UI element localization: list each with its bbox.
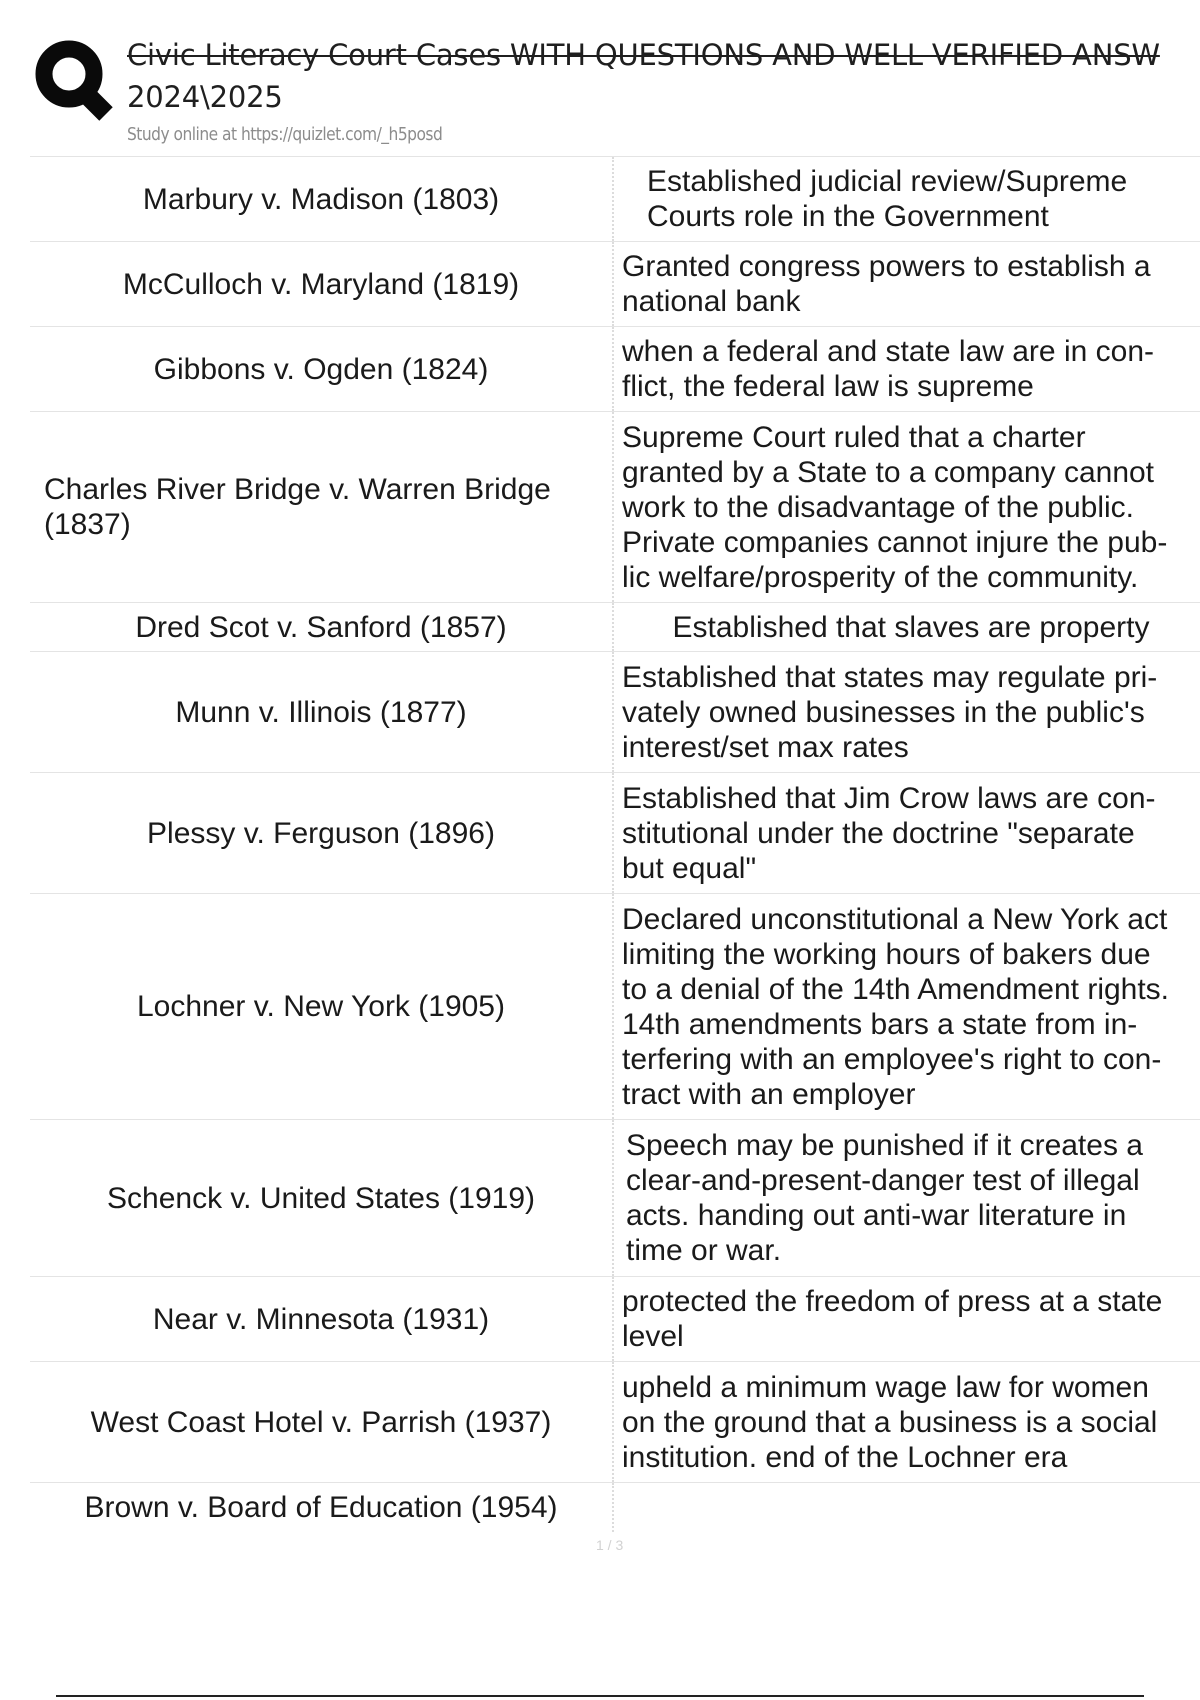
card-definition: Established that Jim Crow laws are con- stitutional under the doctrine "separate but equal" [622, 781, 1156, 885]
card-row [30, 1361, 1200, 1482]
document-header [30, 28, 1200, 152]
document-title: Civic Literacy Court Cases WITH QUESTIONS AND WELL VERIFIED ANSW [127, 38, 1160, 72]
card-definition: Supreme Court ruled that a charter granted by a State to a company cannot work to the disadvantage of the public. Private companies cannot injure the pub- lic welfare/prosperity of the community. [622, 420, 1168, 594]
card-definition: when a federal and state law are in con- flict, the federal law is supreme [622, 335, 1154, 403]
card-definition: Granted congress powers to establish a national bank [622, 250, 1151, 318]
card-term: Marbury v. Madison (1803) [30, 157, 614, 241]
card-term: Charles River Bridge v. Warren Bridge (1837) [30, 412, 614, 602]
card-row [30, 241, 1200, 326]
card-row [30, 1276, 1200, 1361]
card-term: Dred Scot v. Sanford (1857) [30, 603, 614, 651]
card-row [30, 326, 1200, 411]
card-term: Munn v. Illinois (1877) [30, 652, 614, 772]
card-row [30, 772, 1200, 893]
card-definition: Declared unconstitutional a New York act limiting the working hours of bakers due to a denial of the 14th Amendment rights. 14th amendments bars a state from in- terfering with an employee's right to con- tract with an employer [622, 902, 1170, 1111]
card-term: Brown v. Board of Education (1954) [30, 1483, 614, 1532]
card-definition: Established that slaves are property [672, 610, 1150, 644]
card-row [30, 602, 1200, 651]
card-term: West Coast Hotel v. Parrish (1937) [30, 1362, 614, 1482]
card-term: Lochner v. New York (1905) [30, 894, 614, 1119]
card-row [30, 1119, 1200, 1276]
quizlet-q-logo-icon [32, 32, 132, 132]
card-term: McCulloch v. Maryland (1819) [30, 242, 614, 326]
card-term: Gibbons v. Ogden (1824) [30, 327, 614, 411]
card-row [30, 651, 1200, 772]
card-row [30, 1482, 1200, 1532]
document-title-year: 2024\2025 [127, 80, 283, 114]
card-definition: Speech may be punished if it creates a clear-and-present-danger test of illegal acts. handing out anti-war literature in time or war. [626, 1129, 1143, 1267]
card-term: Schenck v. United States (1919) [30, 1120, 614, 1276]
page-number: 1 / 3 [596, 1537, 624, 1553]
flashcard-table [30, 156, 1200, 1532]
card-row [30, 893, 1200, 1119]
card-definition: upheld a minimum wage law for women on the ground that a business is a social institution. end of the Lochner era [622, 1370, 1158, 1474]
footer-divider [56, 1695, 1144, 1697]
card-definition: Established that states may regulate pri- vately owned businesses in the public's interest/set max rates [622, 660, 1158, 764]
card-definition: Established judicial review/Supreme Courts role in the Government [647, 165, 1128, 233]
card-row [30, 156, 1200, 241]
card-term: Near v. Minnesota (1931) [30, 1277, 614, 1361]
card-term: Plessy v. Ferguson (1896) [30, 773, 614, 893]
card-definition: protected the freedom of press at a state level [622, 1285, 1163, 1353]
card-definition [614, 1483, 1200, 1532]
study-online-link[interactable]: Study online at https://quizlet.com/_h5posd [127, 124, 443, 145]
card-row [30, 411, 1200, 602]
